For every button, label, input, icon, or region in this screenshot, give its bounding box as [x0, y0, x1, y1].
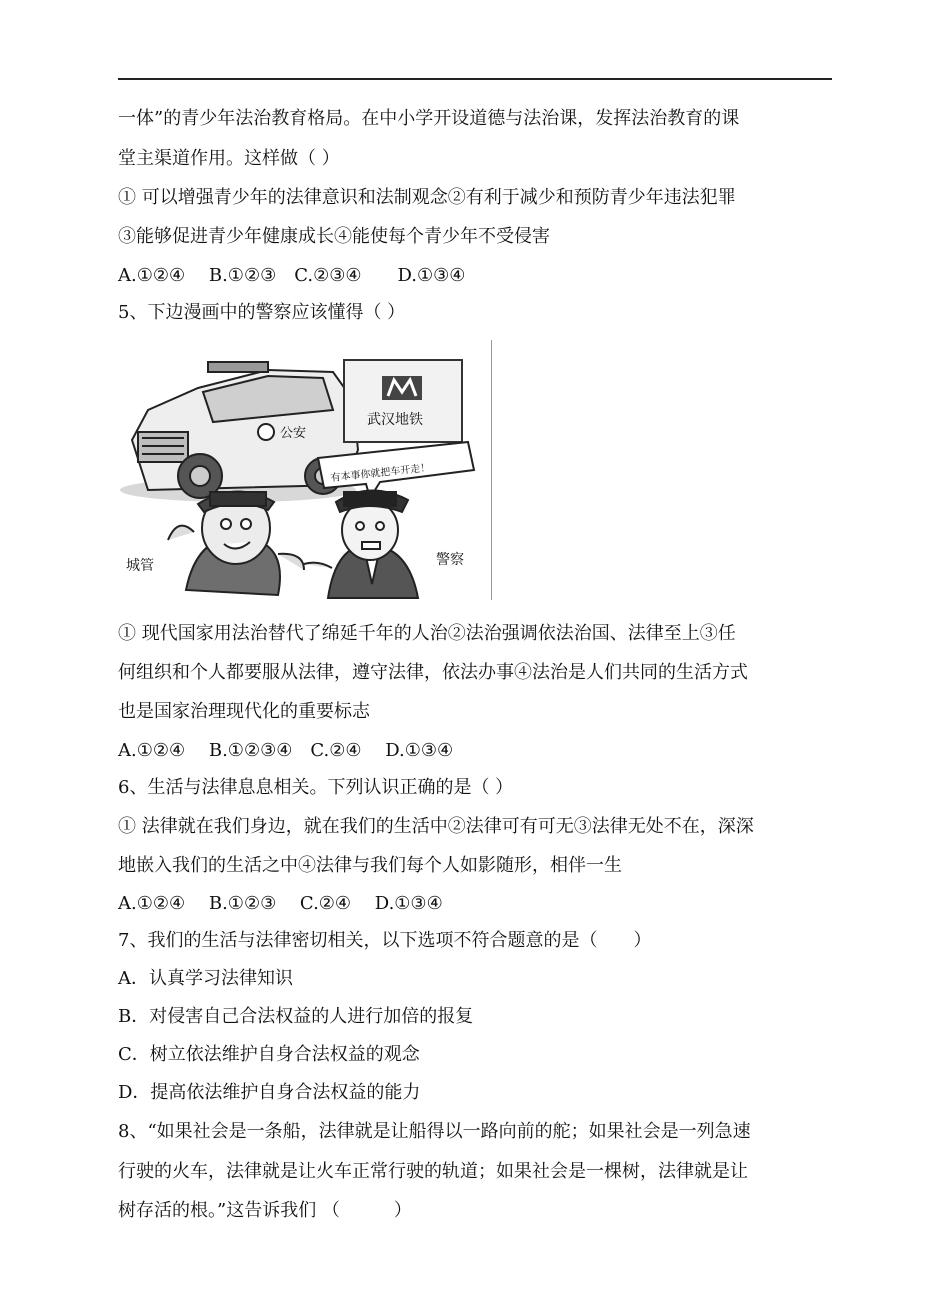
option-d: D．提高依法维护自身合法权益的能力 [118, 1082, 421, 1103]
text-line: 一体”的青少年法治教育格局。在中小学开设道德与法治课，发挥法治教育的课 [118, 108, 740, 129]
text-line: ① 现代国家用法治替代了绵延千年的人治②法治强调依法治国、法律至上③任 [118, 623, 736, 644]
text-line: ① 可以增强青少年的法律意识和法制观念②有利于减少和预防青少年违法犯罪 [118, 187, 736, 208]
car-label: 公安 [280, 426, 307, 441]
police-officer-figure [304, 490, 418, 598]
option-b: B．对侵害自己合法权益的人进行加倍的报复 [118, 1006, 474, 1027]
label-police: 警察 [436, 552, 464, 568]
option-c: C．树立依法维护自身合法权益的观念 [118, 1044, 420, 1065]
metro-sign [344, 360, 462, 442]
sign-text: 武汉地铁 [367, 412, 423, 428]
question-6: 6、生活与法律息息相关。下列认识正确的是（ ） [118, 777, 514, 798]
question-7: 7、我们的生活与法律密切相关，以下选项不符合题意的是（ ） [118, 930, 652, 951]
text-line: 也是国家治理现代化的重要标志 [118, 701, 370, 722]
text-line: 地嵌入我们的生活之中④法律与我们每个人如影随形，相伴一生 [118, 855, 622, 876]
label-city-manager: 城管 [126, 558, 154, 574]
answer-options: A.①②④ B.①②③ C.②④ D.①③④ [118, 893, 443, 914]
option-a: A．认真学习法律知识 [118, 968, 293, 989]
cartoon-image [118, 340, 492, 600]
header-rule [118, 78, 832, 80]
city-manager-figure [168, 491, 304, 595]
text-line: 堂主渠道作用。这样做（ ） [118, 148, 340, 169]
answer-options: A.①②④ B.①②③ C.②③④ D.①③④ [118, 265, 466, 286]
text-line: 何组织和个人都要服从法律，遵守法律，依法办事④法治是人们共同的生活方式 [118, 662, 748, 683]
question-5: 5、下边漫画中的警察应该懂得（ ） [118, 302, 406, 323]
answer-options: A.①②④ B.①②③④ C.②④ D.①③④ [118, 740, 454, 761]
speech-text: 有本事你就把车开走！ [330, 462, 431, 485]
text-line: ① 法律就在我们身边，就在我们的生活中②法律可有可无③法律无处不在，深深 [118, 816, 754, 837]
text-line: 树存活的根。”这告诉我们 （ ） [118, 1200, 412, 1221]
text-line: 行驶的火车，法律就是让火车正常行驶的轨道；如果社会是一棵树，法律就是让 [118, 1161, 748, 1182]
text-line: ③能够促进青少年健康成长④能使每个青少年不受侵害 [118, 226, 550, 247]
question-8: 8、“如果社会是一条船，法律就是让船得以一路向前的舵；如果社会是一列急速 [118, 1121, 751, 1142]
